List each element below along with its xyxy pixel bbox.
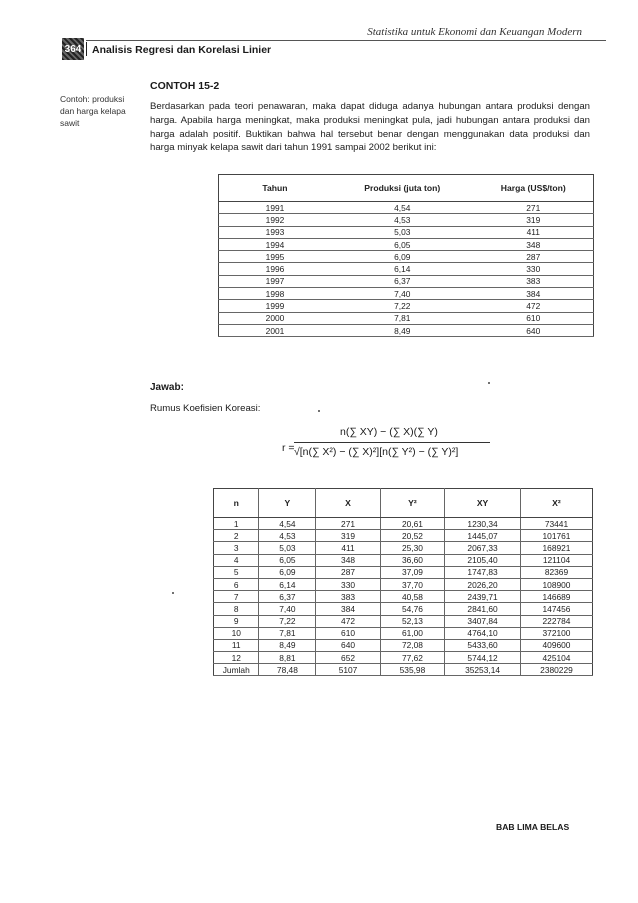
table-cell: 4,53 (259, 530, 316, 542)
table-cell: 384 (474, 288, 594, 300)
table-cell: 7,81 (259, 627, 316, 639)
table-cell: 6 (214, 578, 259, 590)
table-row (214, 652, 593, 664)
table-cell: 2067,33 (445, 542, 521, 554)
formula-intro: Rumus Koefisien Koreasi: (150, 403, 261, 414)
col-header-tahun: Tahun (219, 175, 332, 202)
formula-denominator: √[n(∑ X²) − (∑ X)²][n(∑ Y²) − (∑ Y)²] (294, 446, 459, 458)
table-cell: 8 (214, 603, 259, 615)
table-cell: 372100 (520, 627, 592, 639)
table-row (214, 615, 593, 627)
table-cell: 348 (316, 554, 380, 566)
table-row (214, 603, 593, 615)
table-cell: 25,30 (380, 542, 444, 554)
table-cell: 1445,07 (445, 530, 521, 542)
example-title: CONTOH 15-2 (150, 80, 220, 92)
table-cell: 11 (214, 639, 259, 651)
answer-label: Jawab: (150, 382, 184, 393)
table-row (219, 202, 594, 214)
margin-note: Contoh: produksi dan harga kelapa sawit (60, 94, 126, 128)
table-row (219, 238, 594, 250)
col-header-n: n (214, 489, 259, 518)
table-cell: 73441 (520, 518, 592, 530)
table-header-row (214, 489, 593, 518)
table-cell: 61,00 (380, 627, 444, 639)
table-cell: 40,58 (380, 591, 444, 603)
table-cell: 121104 (520, 554, 592, 566)
table-row (214, 566, 593, 578)
table-cell: 20,61 (380, 518, 444, 530)
table-row (219, 288, 594, 300)
table-cell: 82369 (520, 566, 592, 578)
table-cell: 1993 (219, 226, 332, 238)
table-cell: 20,52 (380, 530, 444, 542)
table-cell: 330 (474, 263, 594, 275)
chapter-title: Analisis Regresi dan Korelasi Linier (92, 44, 272, 56)
table-row (219, 324, 594, 336)
table-cell: 36,60 (380, 554, 444, 566)
table-cell: 330 (316, 578, 380, 590)
table-cell: 1994 (219, 238, 332, 250)
top-rule (86, 40, 606, 41)
table-cell: 78,48 (259, 664, 316, 676)
table-cell: 640 (316, 639, 380, 651)
table-cell: 7 (214, 591, 259, 603)
table-row (219, 214, 594, 226)
table-cell: 383 (316, 591, 380, 603)
table-cell: 2439,71 (445, 591, 521, 603)
table-cell: 1999 (219, 300, 332, 312)
table-cell: 6,05 (259, 554, 316, 566)
table-cell: 72,08 (380, 639, 444, 651)
col-header-y2: Y² (380, 489, 444, 518)
table-cell: 1 (214, 518, 259, 530)
table-cell: 5,03 (259, 542, 316, 554)
table-row (214, 578, 593, 590)
page-number: 364 (64, 44, 82, 55)
table-cell: 610 (474, 312, 594, 324)
table-cell: 5 (214, 566, 259, 578)
example-paragraph: Berdasarkan pada teori penawaran, maka dapat diduga adanya hubungan antara produksi dengan harga. Apabila harga meningkat, maka produksi meningkat pula, jadi hubungan antara produksi dan harga adalah positif. Buktikan bahwa hal tersebut benar dengan menggunakan data produksi dan harga minyak kelapa sawit dari tahun 1991 sampai 2002 berikut ini: (150, 101, 590, 154)
table-cell: 535,98 (380, 664, 444, 676)
col-header-x2: X² (520, 489, 592, 518)
table-cell: 2105,40 (445, 554, 521, 566)
table-cell: 37,09 (380, 566, 444, 578)
table-cell: 1230,34 (445, 518, 521, 530)
table-cell: 287 (316, 566, 380, 578)
table-cell: 4,54 (331, 202, 474, 214)
table-cell: 8,49 (259, 639, 316, 651)
table-cell: Jumlah (214, 664, 259, 676)
table-cell: 101761 (520, 530, 592, 542)
table-cell: 2001 (219, 324, 332, 336)
scan-speck (318, 410, 320, 412)
running-head: Statistika untuk Ekonomi dan Keuangan Modern (367, 26, 582, 38)
table-row (219, 300, 594, 312)
table-cell: 3407,84 (445, 615, 521, 627)
table-cell: 472 (474, 300, 594, 312)
table-cell: 6,05 (331, 238, 474, 250)
table-cell: 2 (214, 530, 259, 542)
table-cell: 6,37 (259, 591, 316, 603)
table-cell: 54,76 (380, 603, 444, 615)
table-cell: 1992 (219, 214, 332, 226)
table-cell: 2000 (219, 312, 332, 324)
table-row (214, 518, 593, 530)
table-cell: 409600 (520, 639, 592, 651)
table-cell: 411 (316, 542, 380, 554)
table-cell: 4,53 (331, 214, 474, 226)
table-cell: 4 (214, 554, 259, 566)
scan-speck (488, 382, 490, 384)
table-cell: 6,09 (331, 251, 474, 263)
table-cell: 348 (474, 238, 594, 250)
col-header-harga: Harga (US$/ton) (474, 175, 594, 202)
table-cell: 610 (316, 627, 380, 639)
table-row (214, 591, 593, 603)
table-row (219, 226, 594, 238)
table-cell: 2026,20 (445, 578, 521, 590)
table-row (214, 542, 593, 554)
table-cell: 1996 (219, 263, 332, 275)
formula-fraction-bar (294, 442, 490, 443)
table-cell: 7,40 (259, 603, 316, 615)
table-cell: 222784 (520, 615, 592, 627)
table-cell: 1997 (219, 275, 332, 287)
table-cell: 6,14 (331, 263, 474, 275)
col-header-y: Y (259, 489, 316, 518)
table-cell: 271 (474, 202, 594, 214)
table-row (219, 312, 594, 324)
table-cell: 37,70 (380, 578, 444, 590)
table-cell: 652 (316, 652, 380, 664)
table-row (214, 627, 593, 639)
table-cell: 7,22 (259, 615, 316, 627)
table-cell: 2380229 (520, 664, 592, 676)
table-row (219, 275, 594, 287)
table-cell: 4764,10 (445, 627, 521, 639)
table-cell: 411 (474, 226, 594, 238)
table-cell: 5433,60 (445, 639, 521, 651)
table-cell: 1995 (219, 251, 332, 263)
table-cell: 8,49 (331, 324, 474, 336)
data-table-body (219, 202, 594, 337)
table-cell: 319 (474, 214, 594, 226)
table-cell: 472 (316, 615, 380, 627)
table-cell: 1991 (219, 202, 332, 214)
table-cell: 5107 (316, 664, 380, 676)
scan-speck (172, 592, 174, 594)
table-cell: 8,81 (259, 652, 316, 664)
table-row (214, 639, 593, 651)
table-cell: 287 (474, 251, 594, 263)
table-cell: 147456 (520, 603, 592, 615)
table-cell: 35253,14 (445, 664, 521, 676)
table-row (219, 251, 594, 263)
table-cell: 52,13 (380, 615, 444, 627)
table-row (219, 263, 594, 275)
chapter-divider (86, 42, 87, 56)
table-cell: 383 (474, 275, 594, 287)
table-row (214, 664, 593, 676)
table-cell: 6,09 (259, 566, 316, 578)
table-cell: 3 (214, 542, 259, 554)
formula-numerator: n(∑ XY) − (∑ X)(∑ Y) (340, 426, 438, 438)
table-cell: 319 (316, 530, 380, 542)
table-cell: 640 (474, 324, 594, 336)
table-row (214, 530, 593, 542)
col-header-produksi: Produksi (juta ton) (331, 175, 474, 202)
formula-r: r = (282, 442, 295, 454)
table-cell: 6,14 (259, 578, 316, 590)
table-cell: 10 (214, 627, 259, 639)
table-cell: 77,62 (380, 652, 444, 664)
table-cell: 4,54 (259, 518, 316, 530)
footer-chapter: BAB LIMA BELAS (496, 822, 570, 832)
table-cell: 7,40 (331, 288, 474, 300)
table-cell: 1998 (219, 288, 332, 300)
table-cell: 9 (214, 615, 259, 627)
table-cell: 384 (316, 603, 380, 615)
data-table (218, 174, 594, 337)
table-cell: 7,81 (331, 312, 474, 324)
table-cell: 425104 (520, 652, 592, 664)
table-cell: 2841,60 (445, 603, 521, 615)
table-cell: 5,03 (331, 226, 474, 238)
table-cell: 1747,83 (445, 566, 521, 578)
col-header-x: X (316, 489, 380, 518)
col-header-xy: XY (445, 489, 521, 518)
calculation-table-body (214, 518, 593, 676)
table-row (214, 554, 593, 566)
table-cell: 168921 (520, 542, 592, 554)
table-cell: 5744,12 (445, 652, 521, 664)
table-cell: 271 (316, 518, 380, 530)
table-cell: 12 (214, 652, 259, 664)
calculation-table (213, 488, 593, 676)
table-cell: 146689 (520, 591, 592, 603)
table-cell: 6,37 (331, 275, 474, 287)
table-header-row (219, 175, 594, 202)
table-cell: 7,22 (331, 300, 474, 312)
table-cell: 108900 (520, 578, 592, 590)
